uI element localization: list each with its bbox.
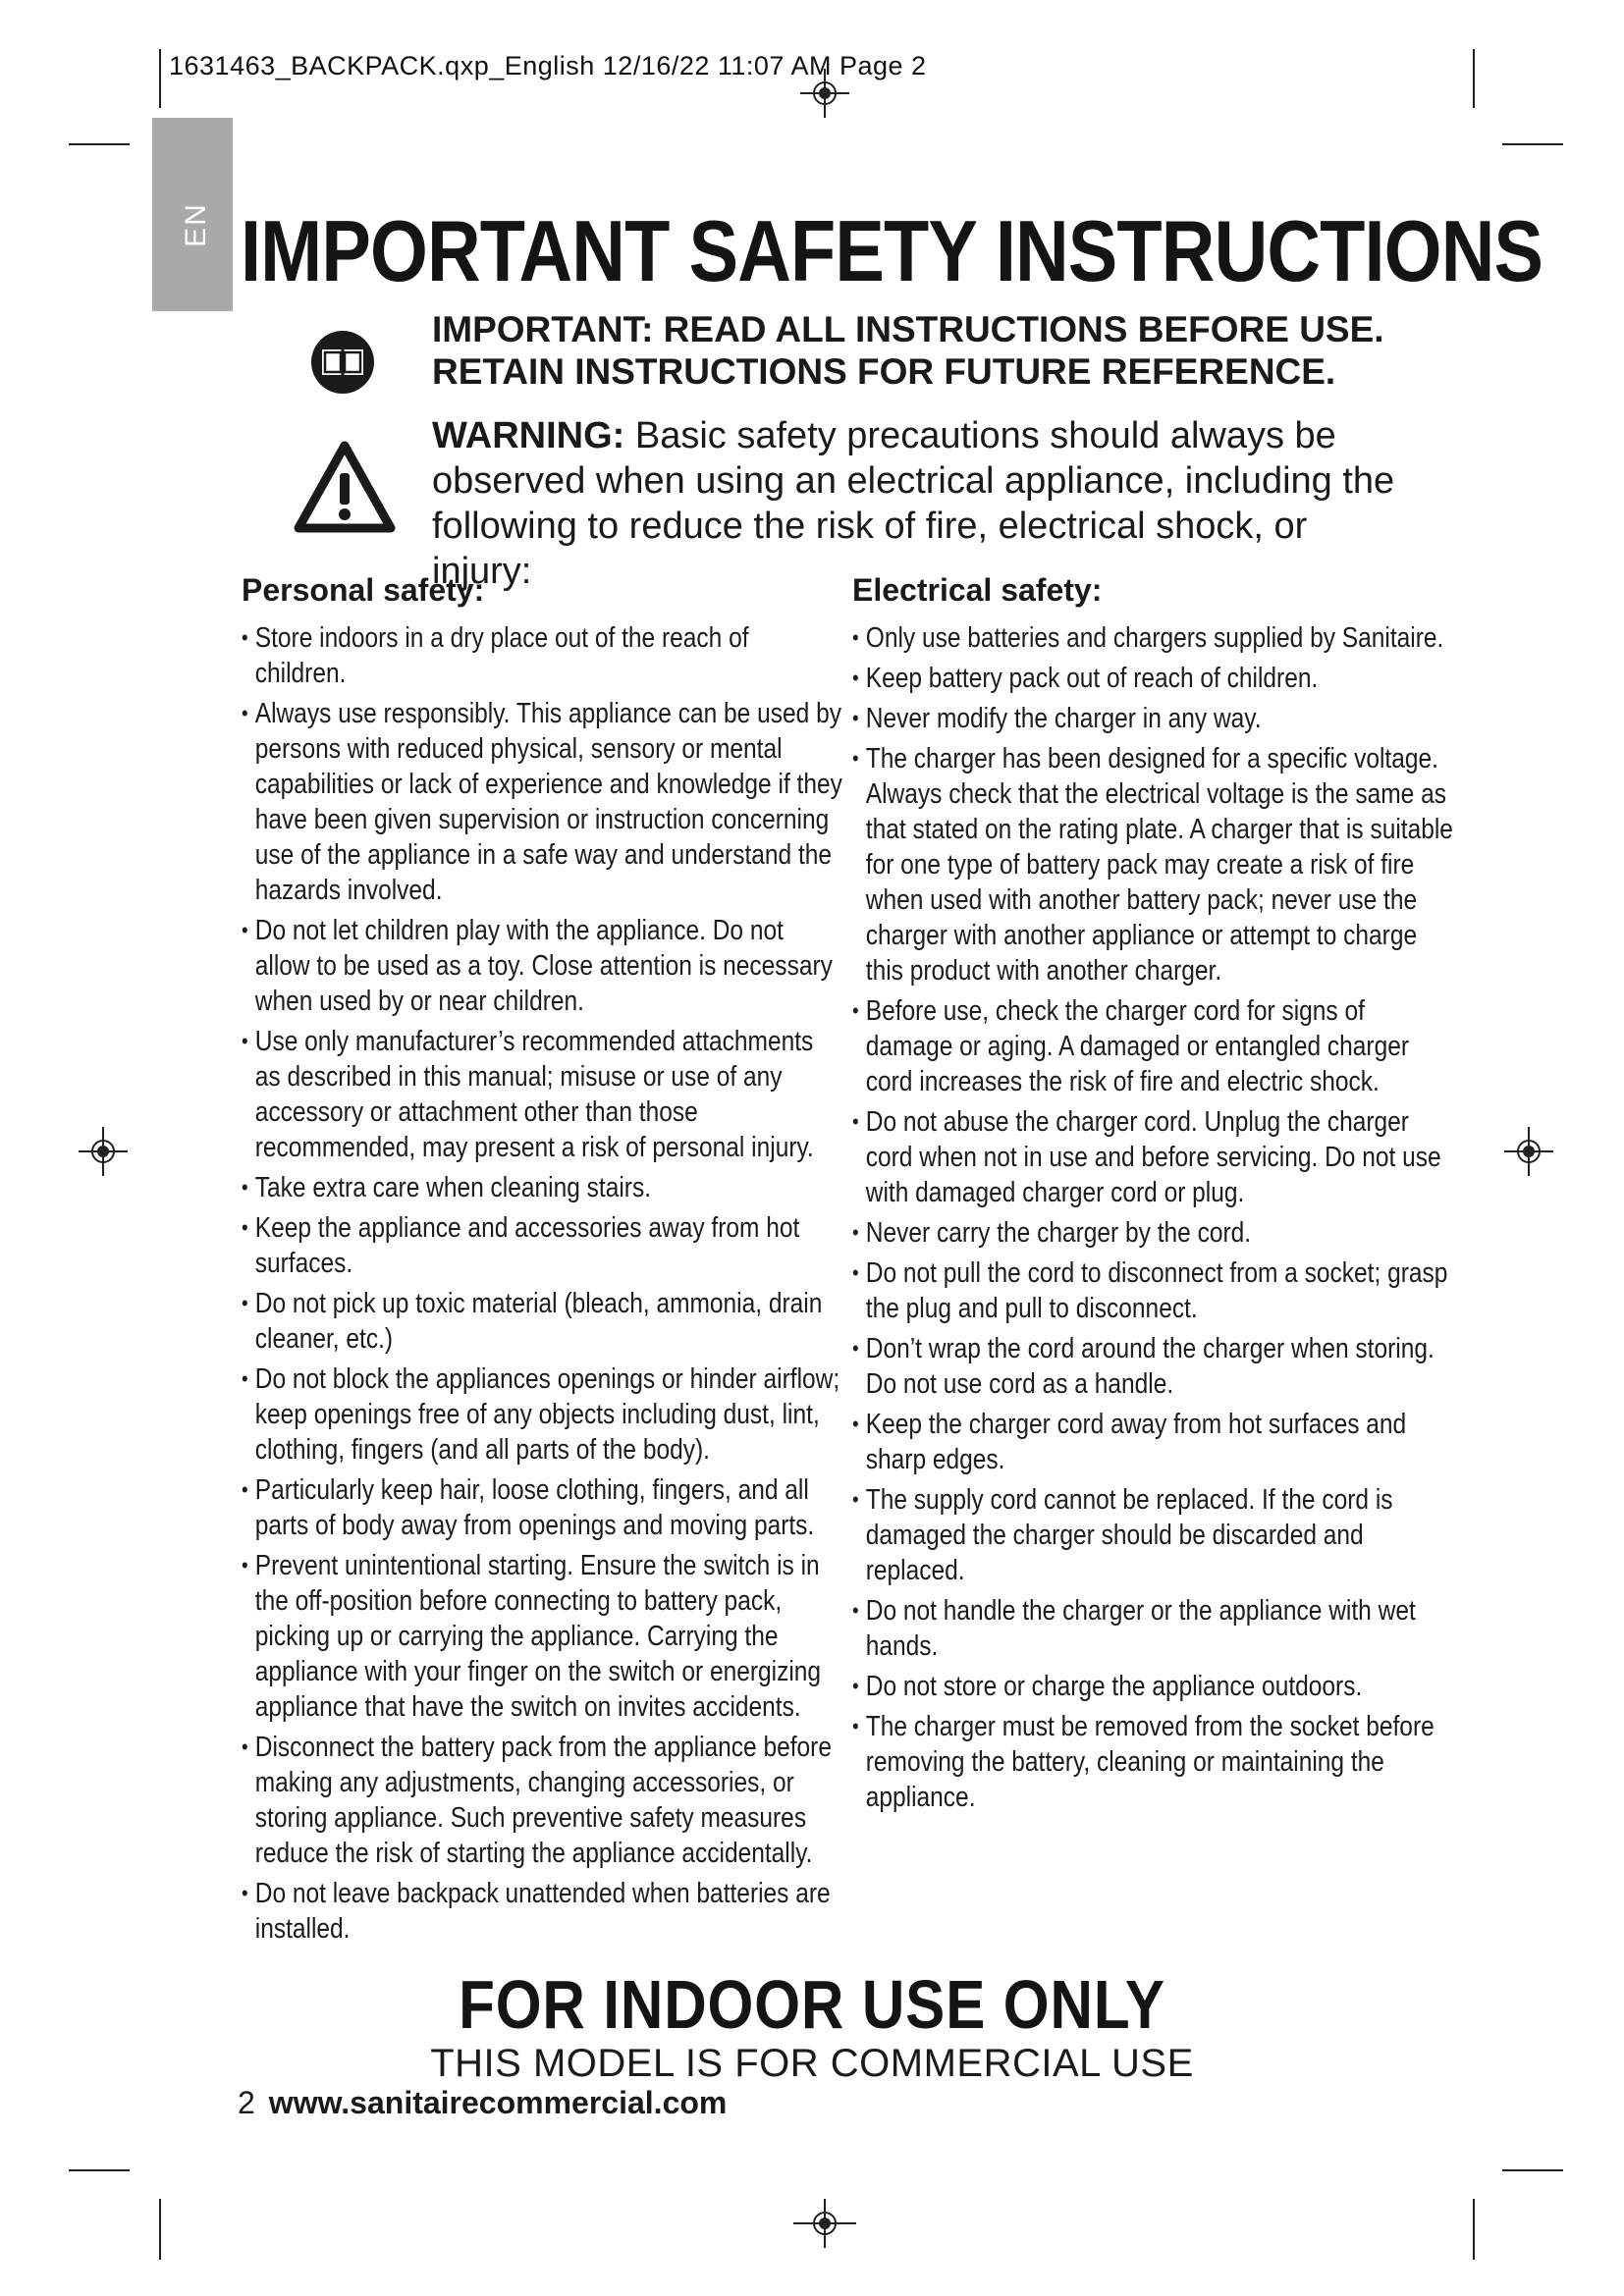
electrical-safety-heading: Electrical safety:: [852, 572, 1103, 608]
important-notice: [432, 308, 1384, 393]
list-item: • Keep battery pack out of reach of children.: [852, 661, 1453, 696]
list-item: • The supply cord cannot be replaced. If the cord is damaged the charger should be discarded and replaced.: [852, 1482, 1453, 1588]
crop-mark: [159, 2199, 161, 2260]
personal-safety-section: [242, 572, 842, 1951]
list-item: • The charger must be removed from the socket before removing the battery, cleaning or maintaining the appliance.: [852, 1709, 1453, 1815]
crop-mark: [1473, 2199, 1475, 2260]
list-item: • Do not store or charge the appliance outdoors.: [852, 1669, 1453, 1704]
list-item: • Use only manufacturer’s recommended attachments as described in this manual; misuse or use of any accessory or attachment other than those recommended, may present a risk of personal injury.: [242, 1024, 842, 1165]
registration-mark-icon: [79, 1127, 128, 1176]
list-item: • Store indoors in a dry place out of the reach of children.: [242, 620, 842, 691]
list-item: • Only use batteries and chargers supplied by Sanitaire.: [852, 620, 1453, 656]
electrical-safety-section: [852, 572, 1453, 1820]
warning-body: Basic safety precautions should always be observed when using an electrical appliance, including the following to reduce the risk of fire, electrical shock, or injury:: [432, 415, 1395, 592]
page-title: IMPORTANT SAFETY INSTRUCTIONS: [241, 202, 1543, 299]
list-item: • Before use, check the charger cord for signs of damage or aging. A damaged or entangled charger cord increases the risk of fire and electric shock.: [852, 993, 1453, 1099]
electrical-safety-list: [852, 620, 1453, 1815]
crop-mark: [69, 143, 130, 145]
list-item: • Keep the charger cord away from hot surfaces and sharp edges.: [852, 1407, 1453, 1477]
page-footer: [238, 2085, 727, 2121]
read-manual-book-icon: [308, 328, 377, 397]
list-item: • Don’t wrap the cord around the charger when storing. Do not use cord as a handle.: [852, 1331, 1453, 1402]
page-number: 2: [238, 2085, 255, 2120]
list-item: • Keep the appliance and accessories away from hot surfaces.: [242, 1210, 842, 1281]
indoor-use-banner: FOR INDOOR USE ONLY: [459, 1966, 1165, 2043]
list-item: • Particularly keep hair, loose clothing, fingers, and all parts of body away from openings and moving parts.: [242, 1472, 842, 1543]
warning-text: [432, 413, 1414, 594]
registration-mark-icon: [793, 2199, 856, 2248]
warning-triangle-icon: [293, 440, 397, 534]
list-item: • Always use responsibly. This appliance can be used by persons with reduced physical, sensory or mental capabilities or lack of experience and knowledge if they have been given supervision or instruction concerning use of the appliance in a safe way and understand the hazards involved.: [242, 696, 842, 908]
list-item: • Never carry the charger by the cord.: [852, 1215, 1453, 1251]
warning-label: WARNING:: [432, 415, 625, 456]
list-item: • Do not handle the charger or the appliance with wet hands.: [852, 1593, 1453, 1664]
list-item: • Do not let children play with the appliance. Do not allow to be used as a toy. Close attention is necessary when used by or near children.: [242, 913, 842, 1019]
list-item: • Do not pull the cord to disconnect from a socket; grasp the plug and pull to disconnect.: [852, 1255, 1453, 1326]
list-item: • The charger has been designed for a specific voltage. Always check that the electrical voltage is the same as that stated on the rating plate. A charger that is suitable for one type of battery pack may create a risk of fire when used with another battery pack; never use the charger with another appliance or attempt to charge this product with another charger.: [852, 741, 1453, 988]
commercial-use-notice: THIS MODEL IS FOR COMMERCIAL USE: [430, 2042, 1194, 2085]
language-tab: [152, 118, 233, 311]
registration-mark-icon: [1504, 1127, 1553, 1176]
crop-mark: [159, 49, 161, 108]
list-item: • Do not pick up toxic material (bleach, ammonia, drain cleaner, etc.): [242, 1286, 842, 1357]
list-item: • Disconnect the battery pack from the appliance before making any adjustments, changing accessories, or storing appliance. Such preventive safety measures reduce the risk of starting the appliance accidentally.: [242, 1730, 842, 1871]
important-line-1: IMPORTANT: READ ALL INSTRUCTIONS BEFORE USE.: [432, 309, 1384, 349]
crop-mark: [1473, 49, 1475, 108]
website-link[interactable]: www.sanitairecommercial.com: [268, 2085, 728, 2120]
print-slug: 1631463_BACKPACK.qxp_English 12/16/22 11:07 AM Page 2: [169, 51, 927, 80]
list-item: • Never modify the charger in any way.: [852, 701, 1453, 736]
crop-mark: [1502, 143, 1563, 145]
language-tab-label: EN: [179, 202, 212, 247]
personal-safety-heading: Personal safety:: [242, 572, 485, 608]
list-item: • Do not block the appliances openings or hinder airflow; keep openings free of any objects including dust, lint, clothing, fingers (and all parts of the body).: [242, 1362, 842, 1468]
list-item: • Take extra care when cleaning stairs.: [242, 1170, 842, 1205]
important-line-2: RETAIN INSTRUCTIONS FOR FUTURE REFERENCE.: [432, 351, 1336, 392]
registration-mark-icon: [800, 69, 849, 118]
personal-safety-list: [242, 620, 842, 1947]
crop-mark: [69, 2169, 130, 2171]
list-item: • Prevent unintentional starting. Ensure the switch is in the off-position before connecting to battery pack, picking up or carrying the appliance. Carrying the appliance with your finger on the switch or energizing appliance that have the switch on invites accidents.: [242, 1548, 842, 1725]
list-item: • Do not abuse the charger cord. Unplug the charger cord when not in use and before servicing. Do not use with damaged charger cord or plug.: [852, 1104, 1453, 1210]
crop-mark: [1502, 2169, 1563, 2171]
list-item: • Do not leave backpack unattended when batteries are installed.: [242, 1876, 842, 1947]
